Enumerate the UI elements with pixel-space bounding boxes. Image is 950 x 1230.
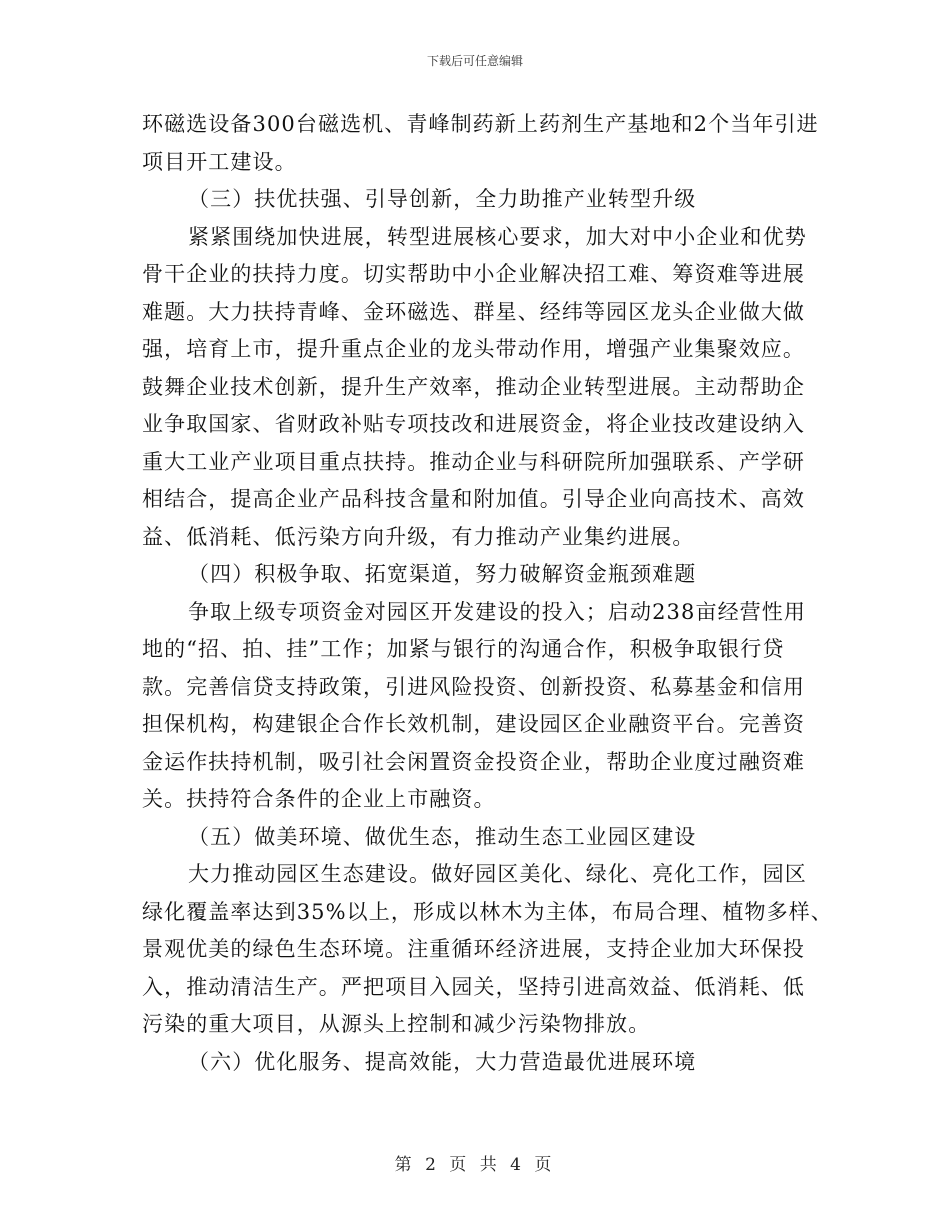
section-heading: （五）做美环境、做优生态，推动生态工业园区建设 xyxy=(188,824,697,849)
section-heading: （三）扶优扶强、引导创新，全力助推产业转型升级 xyxy=(188,187,697,211)
section-heading: （四）积极争取、拓宽渠道，努力破解资金瓶颈难题 xyxy=(188,562,697,586)
body-line: 金运作扶持机制，吸引社会闲置资金投资企业，帮助企业度过融资难 xyxy=(142,749,805,774)
body-line: 款。完善信贷支持政策，引进风险投资、创新投资、私募基金和信用 xyxy=(142,674,805,699)
body-line: 担保机构，构建银企合作长效机制，建设园区企业融资平台。完善资 xyxy=(142,712,805,736)
body-line: 景观优美的绿色生态环境。注重循环经济进展，支持企业加大环保投 xyxy=(142,937,805,961)
body-line: 地的“招、拍、挂”工作；加紧与银行的沟通合作，积极争取银行贷 xyxy=(142,637,785,661)
body-line: 争取上级专项资金对园区开发建设的投入；启动238亩经营性用 xyxy=(188,599,806,624)
body-line: 益、低消耗、低污染方向升级，有力推动产业集约进展。 xyxy=(142,524,695,549)
body-line: 鼓舞企业技术创新，提升生产效率，推动企业转型进展。主动帮助企 xyxy=(142,374,805,399)
body-line: 项目开工建设。 xyxy=(142,149,297,174)
body-line: 污染的重大项目，从源头上控制和减少污染物排放。 xyxy=(142,1012,651,1036)
body-line: 业争取国家、省财政补贴专项技改和进展资金，将企业技改建设纳入 xyxy=(142,412,805,436)
document-body xyxy=(142,106,833,1081)
body-line: 强，培育上市，提升重点企业的龙头带动作用，增强产业集聚效应。 xyxy=(142,337,805,361)
body-line: 难题。大力扶持青峰、金环磁选、群星、经纬等园区龙头企业做大做 xyxy=(142,299,805,324)
body-line: 重大工业产业项目重点扶持。推动企业与科研院所加强联系、产学研 xyxy=(142,449,805,474)
header-note: 下载后可任意编辑 xyxy=(426,54,523,68)
page-number: 第 2 页 共 4 页 xyxy=(394,1155,556,1175)
body-line: 紧紧围绕加快进展，转型进展核心要求，加大对中小企业和优势 xyxy=(188,224,807,249)
body-line: 环磁选设备300台磁选机、青峰制药新上药剂生产基地和2个当年引进 xyxy=(142,112,819,136)
body-line: 入，推动清洁生产。严把项目入园关，坚持引进高效益、低消耗、低 xyxy=(142,974,805,999)
body-line: 绿化覆盖率达到35%以上，形成以林木为主体，布局合理、植物多样、 xyxy=(142,899,833,924)
body-line: 骨干企业的扶持力度。切实帮助中小企业解决招工难、筹资难等进展 xyxy=(142,262,805,286)
body-line: 相结合，提高企业产品科技含量和附加值。引导企业向高技术、高效 xyxy=(142,487,805,511)
body-line: 大力推动园区生态建设。做好园区美化、绿化、亮化工作，园区 xyxy=(188,862,807,886)
section-heading: （六）优化服务、提高效能，大力营造最优进展环境 xyxy=(188,1049,697,1074)
body-line: 关。扶持符合条件的企业上市融资。 xyxy=(142,787,496,811)
